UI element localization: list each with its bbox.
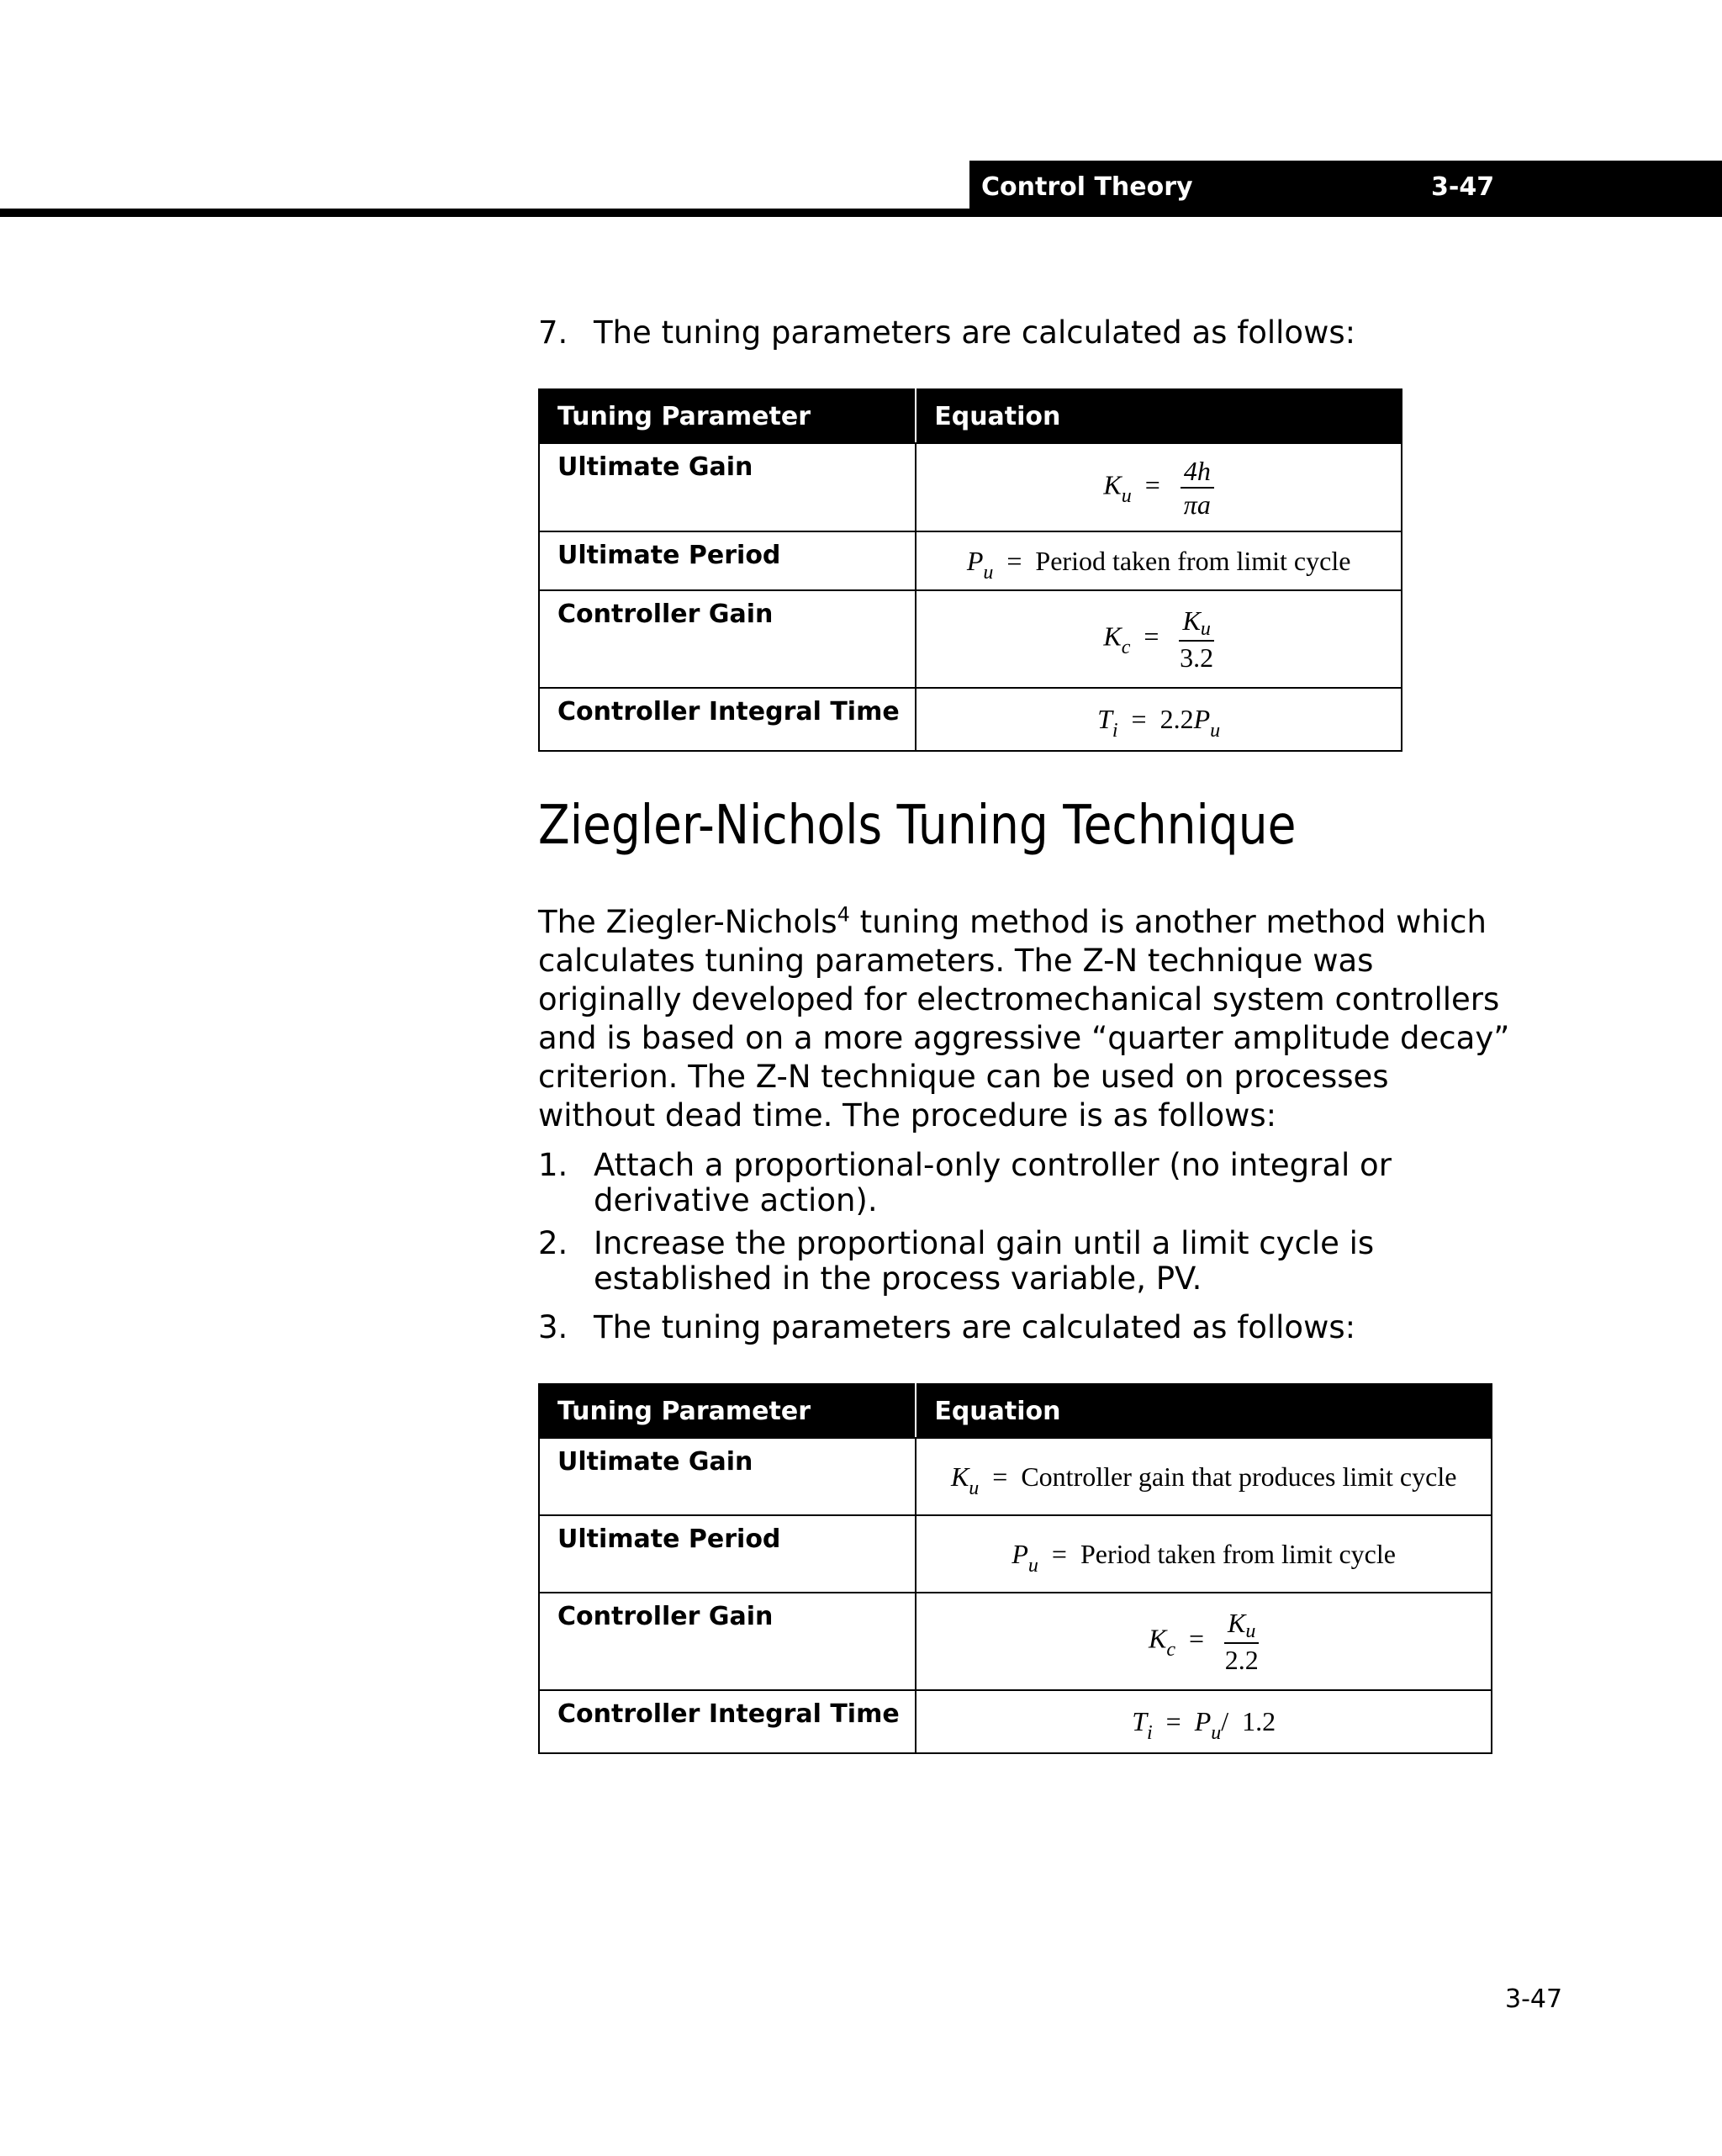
equation-ultimate-period: $P_u$ = Period taken from limit cycle bbox=[916, 531, 1402, 590]
parameter-label: Controller Gain bbox=[539, 1593, 916, 1690]
body-paragraph: The Ziegler-Nichols$^4$ tuning method is another method which calculates tuning parameters. The Z-N technique was originally developed for electromechanical system controllers and is based on a more aggressive “quarter amplitude decay” criterion. The Z-N technique can be used on processes without dead time. The procedure is as follows: bbox=[538, 902, 1510, 1133]
parameter-label: Controller Gain bbox=[539, 590, 916, 688]
tuning-table-2 bbox=[538, 1383, 1492, 1754]
column-header-equation: Equation bbox=[916, 389, 1402, 443]
table-header-row bbox=[539, 1384, 1492, 1438]
step-number: 2. bbox=[538, 1225, 568, 1261]
step-number: 7. bbox=[538, 314, 568, 351]
step-number: 3. bbox=[538, 1309, 568, 1345]
parameter-label: Ultimate Period bbox=[539, 1515, 916, 1593]
step-text: Increase the proportional gain until a limit cycle is established in the process variable, PV. bbox=[594, 1225, 1375, 1297]
table-header-row bbox=[539, 389, 1402, 443]
running-header bbox=[969, 161, 1722, 217]
step-text: The tuning parameters are calculated as follows: bbox=[594, 314, 1356, 351]
table-row bbox=[539, 1515, 1492, 1593]
column-header-parameter: Tuning Parameter bbox=[539, 1384, 916, 1438]
page-number: 3-47 bbox=[1505, 1984, 1563, 2014]
equation-controller-gain: $K_c$ = $\frac{Ku}{3.2}$ bbox=[916, 590, 1402, 688]
tuning-table-1 bbox=[538, 388, 1402, 752]
table-row bbox=[539, 443, 1402, 531]
equation-ultimate-period: $P_u$ = Period taken from limit cycle bbox=[916, 1515, 1492, 1593]
equation-ultimate-gain: $K_u$ = Controller gain that produces limit cycle bbox=[916, 1438, 1492, 1515]
parameter-label: Controller Integral Time bbox=[539, 688, 916, 751]
step-text: The tuning parameters are calculated as follows: bbox=[594, 1309, 1356, 1345]
table-row bbox=[539, 688, 1402, 751]
section-title: Ziegler-Nichols Tuning Technique bbox=[538, 795, 1297, 857]
table-row bbox=[539, 1690, 1492, 1753]
step-text: Attach a proportional-only controller (no integral or derivative action). bbox=[594, 1147, 1392, 1218]
equation-integral-time: $T_i = 2.2P_u$ bbox=[916, 688, 1402, 751]
equation-integral-time: $T_i = P_u/$ 1.2 bbox=[916, 1690, 1492, 1753]
column-header-parameter: Tuning Parameter bbox=[539, 389, 916, 443]
equation-ultimate-gain: $K_u$ = $\frac{4h}{\pi a}$ bbox=[916, 443, 1402, 531]
header-title: Control Theory bbox=[981, 172, 1193, 202]
parameter-label: Ultimate Gain bbox=[539, 443, 916, 531]
table-row bbox=[539, 1593, 1492, 1690]
equation-controller-gain: $K_c$ = $\frac{Ku}{2.2}$ bbox=[916, 1593, 1492, 1690]
column-header-equation: Equation bbox=[916, 1384, 1492, 1438]
parameter-label: Ultimate Gain bbox=[539, 1438, 916, 1515]
footnote-ref: 4 bbox=[837, 902, 850, 927]
step-number: 1. bbox=[538, 1147, 568, 1183]
parameter-label: Ultimate Period bbox=[539, 531, 916, 590]
table-row bbox=[539, 590, 1402, 688]
parameter-label: Controller Integral Time bbox=[539, 1690, 916, 1753]
header-page-number: 3-47 bbox=[1431, 172, 1495, 202]
table-row bbox=[539, 1438, 1492, 1515]
table-row bbox=[539, 531, 1402, 590]
